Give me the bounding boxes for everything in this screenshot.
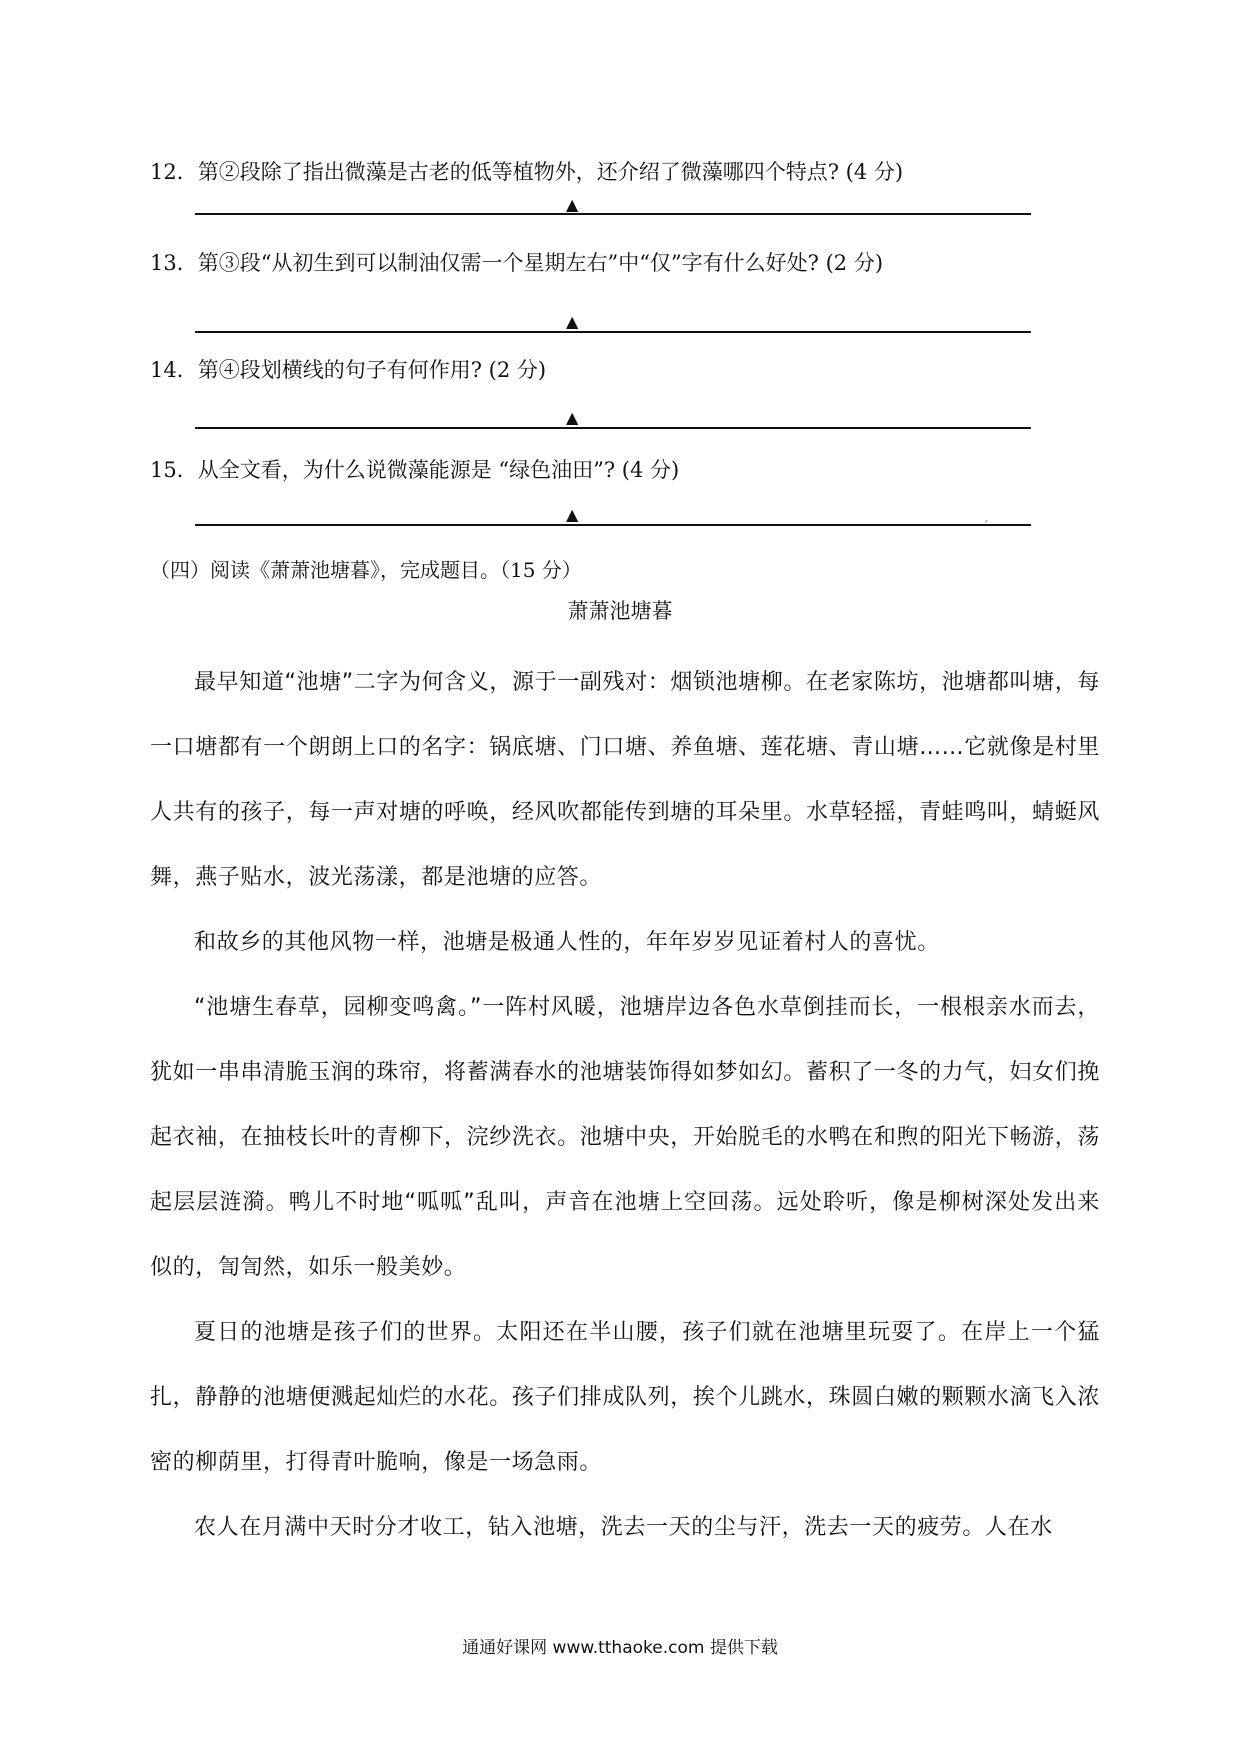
answer-line-15	[195, 524, 1031, 526]
answer-marker-12: ▲	[566, 195, 579, 214]
question-13: 13．第③段“从初生到可以制油仅需一个星期左右”中“仅”字有什么好处? (2 分)	[150, 251, 884, 275]
paragraph-3: “池塘生春草，园柳变鸣禽。”一阵村风暖，池塘岸边各色水草倒挂而长，一根根亲水而去，犹如一串串清脆玉润的珠帘，将蓄满春水的池塘装饰得如梦如幻。蓄积了一冬的力气，妇女们挽起衣袖，在抽枝长叶的青柳下，浣纱洗衣。池塘中央，开始脱毛的水鸭在和煦的阳光下畅游，荡起层层涟漪。鸭儿不时地“呱呱”乱叫，声音在池塘上空回荡。远处聆听，像是柳树深处发出来似的，訇訇然，如乐一般美妙。	[150, 995, 1100, 1280]
paragraph-4: 夏日的池塘是孩子们的世界。太阳还在半山腰，孩子们就在池塘里玩耍了。在岸上一个猛扎，静静的池塘便溅起灿烂的水花。孩子们排成队列，挨个儿跳水，珠圆白嫩的颗颗水滴飞入浓密的柳荫里，打得青叶脆响，像是一场急雨。	[150, 1320, 1100, 1475]
answer-line-13	[195, 331, 1031, 333]
question-15: 15．从全文看，为什么说微藻能源是 “绿色油田”? (4 分)	[150, 458, 680, 482]
answer-marker-14: ▲	[566, 408, 579, 427]
page-footer: 通通好课网 www.tthaoke.com 提供下载	[462, 1638, 778, 1658]
answer-marker-15: ▲	[566, 505, 579, 524]
paragraph-5: 农人在月满中天时分才收工，钻入池塘，洗去一天的尘与汗，洗去一天的疲劳。人在水	[194, 1515, 1053, 1540]
stray-mark: ′	[985, 520, 988, 531]
answer-marker-13: ▲	[566, 312, 579, 331]
paragraph-1: 最早知道“池塘”二字为何含义，源于一副残对：烟锁池塘柳。在老家陈坊，池塘都叫塘，每一口塘都有一个朗朗上口的名字：锅底塘、门口塘、养鱼塘、莲花塘、青山塘……它就像是村里人共有的孩子，每一声对塘的呼唤，经风吹都能传到塘的耳朵里。水草轻摇，青蛙鸣叫，蜻蜓风舞，燕子贴水，波光荡漾，都是池塘的应答。	[150, 670, 1100, 890]
section-heading: （四）阅读《萧萧池塘暮》，完成题目。（15 分）	[150, 558, 582, 582]
article-body	[150, 650, 1100, 1560]
paragraph-2: 和故乡的其他风物一样，池塘是极通人性的，年年岁岁见证着村人的喜忧。	[194, 930, 940, 955]
question-12: 12．第②段除了指出微藻是古老的低等植物外，还介绍了微藻哪四个特点? (4 分)	[150, 160, 904, 184]
answer-line-12	[195, 213, 1031, 215]
article-title: 萧萧池塘暮	[567, 599, 673, 623]
answer-line-14	[195, 427, 1031, 429]
question-14: 14．第④段划横线的句子有何作用? (2 分)	[150, 358, 547, 382]
